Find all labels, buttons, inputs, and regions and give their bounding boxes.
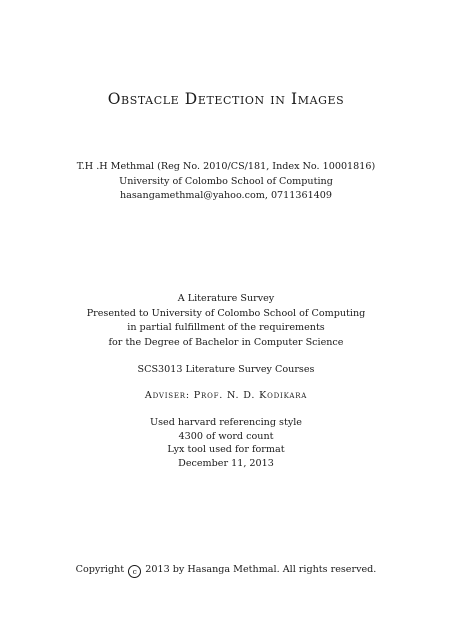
notes-line-1: Used harvard referencing style bbox=[150, 417, 302, 428]
document-title: Obstacle Detection in Images bbox=[107, 90, 345, 108]
copyright-icon: c bbox=[128, 565, 141, 578]
notes-line-2: 4300 of word count bbox=[178, 430, 274, 442]
author-name-line: T.H .H Methmal (Reg No. 2010/CS/181, Index No. 10001816) bbox=[76, 161, 376, 172]
copyright-notice bbox=[0, 564, 452, 578]
document-notes bbox=[0, 416, 452, 470]
survey-line-1: A Literature Survey bbox=[177, 293, 275, 304]
survey-line-4: for the Degree of Bachelor in Computer Science bbox=[108, 336, 344, 348]
adviser-line: Adviser: Prof. N. D. Kodikara bbox=[144, 390, 308, 401]
author-contact: hasangamethmal@yahoo.com, 0711361409 bbox=[119, 190, 332, 201]
copyright-prefix: Copyright bbox=[75, 564, 125, 575]
author-info bbox=[0, 160, 452, 204]
course-name: SCS3013 Literature Survey Courses bbox=[137, 364, 315, 375]
notes-line-3: Lyx tool used for format bbox=[167, 444, 285, 455]
copyright-text: 2013 by Hasanga Methmal. All rights reserved. bbox=[145, 564, 377, 575]
notes-date: December 11, 2013 bbox=[178, 457, 274, 469]
survey-statement bbox=[0, 292, 452, 350]
survey-line-2: Presented to University of Colombo School of Computing bbox=[86, 307, 366, 319]
author-university: University of Colombo School of Computing bbox=[119, 175, 333, 187]
survey-line-3: in partial fulfillment of the requirements bbox=[127, 322, 325, 333]
